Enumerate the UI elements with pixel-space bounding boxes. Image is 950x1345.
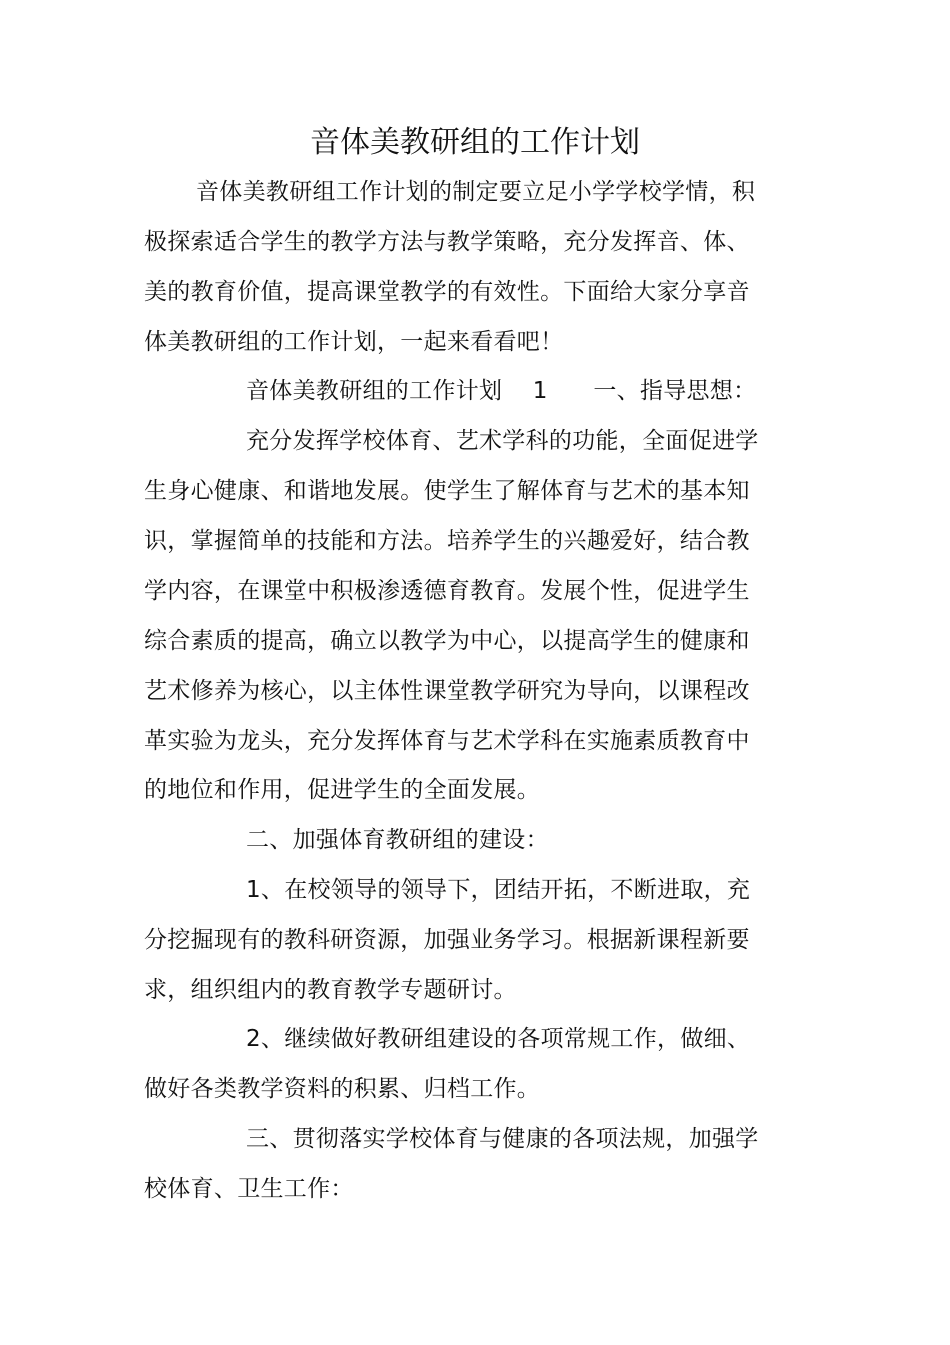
paragraph-line: 1、在校领导的领导下，团结开拓，不断进取，充 [246,877,751,903]
paragraph-line: 充分发挥学校体育、艺术学科的功能，全面促进学 [246,428,759,454]
paragraph-line: 综合素质的提高，确立以教学为中心，以提高学生的健康和 [144,628,750,654]
section-heading-line: 音体美教研组的工作计划 1 一、指导思想： [246,378,757,404]
paragraph-line: 革实验为龙头，充分发挥体育与艺术学科在实施素质教育中 [144,728,750,754]
paragraph-line: 求，组织组内的教育教学专题研讨。 [144,977,517,1003]
paragraph-line: 学内容，在课堂中积极渗透德育教育。发展个性，促进学生 [144,578,750,604]
paragraph-line: 极探索适合学生的教学方法与教学策略，充分发挥音、体、 [144,229,750,255]
paragraph-line: 的地位和作用，促进学生的全面发展。 [144,777,541,803]
paragraph-line: 音体美教研组工作计划的制定要立足小学学校学情，积 [196,179,756,205]
paragraph-line: 美的教育价值，提高课堂教学的有效性。下面给大家分享音 [144,279,750,305]
section-heading-line: 三、贯彻落实学校体育与健康的各项法规，加强学 [246,1126,759,1152]
paragraph-line: 做好各类教学资料的积累、归档工作。 [144,1076,541,1102]
paragraph-line: 识，掌握简单的技能和方法。培养学生的兴趣爱好，结合教 [144,528,750,554]
paragraph-line: 校体育、卫生工作： [144,1176,354,1202]
section-heading-line: 二、加强体育教研组的建设： [246,827,549,853]
paragraph-line: 艺术修养为核心，以主体性课堂教学研究为导向，以课程改 [144,678,750,704]
document-title: 音体美教研组的工作计划 [310,125,640,160]
paragraph-line: 生身心健康、和谐地发展。使学生了解体育与艺术的基本知 [144,478,750,504]
paragraph-line: 体美教研组的工作计划，一起来看看吧！ [144,329,564,355]
paragraph-line: 2、继续做好教研组建设的各项常规工作，做细、 [246,1026,751,1052]
paragraph-line: 分挖掘现有的教科研资源，加强业务学习。根据新课程新要 [144,927,750,953]
